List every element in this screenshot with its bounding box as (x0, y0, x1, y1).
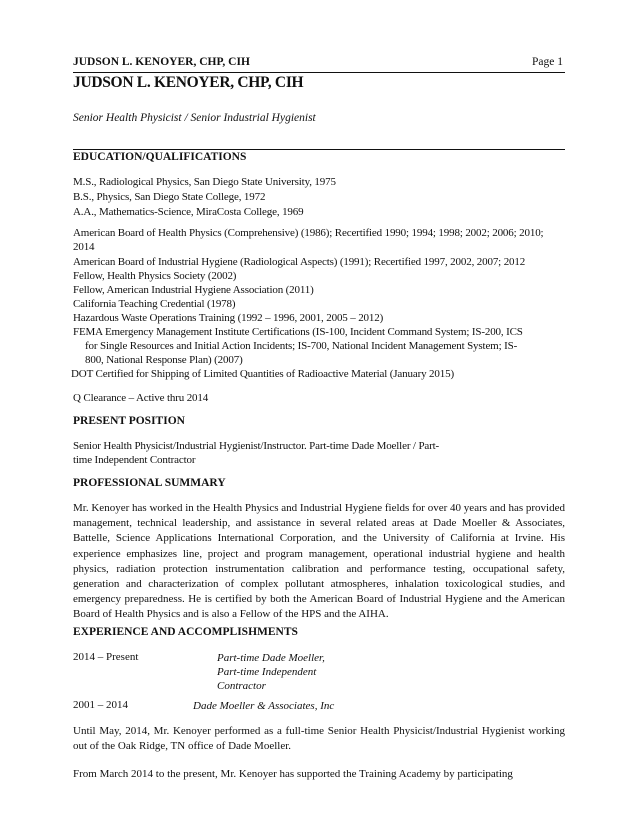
clearance-line: Q Clearance – Active thru 2014 (73, 392, 209, 404)
resume-name: JUDSON L. KENOYER, CHP, CIH (73, 74, 304, 91)
cert-line: American Board of Industrial Hygiene (Radiological Aspects) (1991); Recertified 1997, 2002, 2007; 2012 (73, 256, 526, 268)
experience-title (193, 699, 334, 713)
header-rule (73, 72, 565, 73)
section-rule (73, 149, 565, 150)
education-heading: EDUCATION/QUALIFICATIONS (73, 151, 247, 163)
cert-line: Fellow, Health Physics Society (2002) (73, 270, 237, 282)
present-position-line: Senior Health Physicist/Industrial Hygienist/Instructor. Part-time Dade Moeller / Part- (73, 440, 440, 452)
experience-title-line: Dade Moeller & Associates, Inc (193, 700, 335, 712)
cert-line: American Board of Health Physics (Comprehensive) (1986); Recertified 1990; 1994; 1998; 2002; 2006; 2010; (73, 227, 544, 239)
experience-dates: 2014 – Present (73, 651, 139, 663)
degree-line: A.A., Mathematics-Science, MiraCosta College, 1969 (73, 206, 304, 218)
experience-paragraph: Until May, 2014, Mr. Kenoyer performed as a full-time Senior Health Physicist/Industrial Hygienist working out of the Oak Ridge, TN office of Dade Moeller. (73, 725, 565, 753)
running-header (73, 56, 563, 68)
cert-line: Hazardous Waste Operations Training (1992 – 1996, 2001, 2005 – 2012) (73, 312, 384, 324)
resume-subtitle: Senior Health Physicist / Senior Industrial Hygienist (73, 112, 316, 124)
summary-paragraph: Mr. Kenoyer has worked in the Health Physics and Industrial Hygiene fields for over 40 years and has provided management, technical leadership, and assistance in several related areas at Dade Moeller & Associates, Battelle, Science Applications International Corporation, and the University of California at Irvine. His experience emphasizes line, project and program management, operational industrial hygiene and health physics, radiation protection instrumentation calibration and performance testing, occupational safety, generation and characterization of complex pollutant atmospheres, inhalation toxicological studies, and emergency preparedness. He is certified by both the American Board of Industrial Hygiene and the American Board of Health Physics and is also a Fellow of the HPS and the AIHA. (73, 502, 565, 621)
degree-line: M.S., Radiological Physics, San Diego State University, 1975 (73, 176, 336, 188)
cert-line: 2014 (73, 241, 95, 253)
cert-line: FEMA Emergency Management Institute Certifications (IS-100, Incident Command System; IS-200, ICS (73, 326, 523, 338)
cert-line: 800, National Response Plan) (2007) (85, 354, 243, 366)
experience-title-line: Part-time Dade Moeller, (217, 652, 325, 664)
running-head-name: JUDSON L. KENOYER, CHP, CIH (73, 56, 250, 68)
cert-line: Fellow, American Industrial Hygiene Association (2011) (73, 284, 314, 296)
experience-title-line: Part-time Independent (217, 666, 317, 678)
experience-title (217, 651, 325, 693)
degree-line: B.S., Physics, San Diego State College, 1972 (73, 191, 266, 203)
experience-paragraph: From March 2014 to the present, Mr. Kenoyer has supported the Training Academy by participating (73, 768, 513, 780)
experience-dates: 2001 – 2014 (73, 699, 128, 711)
present-position-line: time Independent Contractor (73, 454, 196, 466)
page-number: Page 1 (532, 56, 563, 68)
cert-line: DOT Certified for Shipping of Limited Quantities of Radioactive Material (January 2015) (71, 368, 454, 380)
experience-title-line: Contractor (217, 680, 266, 692)
cert-line: California Teaching Credential (1978) (73, 298, 236, 310)
summary-heading: PROFESSIONAL SUMMARY (73, 477, 226, 489)
experience-heading: EXPERIENCE AND ACCOMPLISHMENTS (73, 626, 298, 638)
present-position-heading: PRESENT POSITION (73, 415, 185, 427)
cert-line: for Single Resources and Initial Action Incidents; IS-700, National Incident Management System; IS- (85, 340, 518, 352)
